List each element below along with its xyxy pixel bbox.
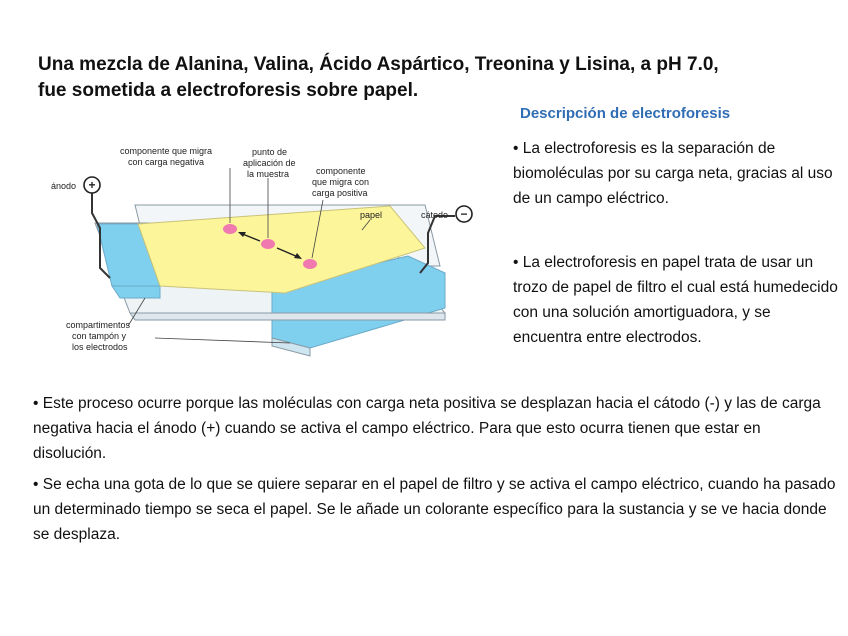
anode-label: ánodo <box>51 181 77 191</box>
label-compartments-1: compartimentos <box>66 320 131 330</box>
label-negative-component-1: componente que migra <box>120 146 213 156</box>
label-application-point-3: la muestra <box>247 169 290 179</box>
right-paragraph-paper-method: • La electroforesis en papel trata de usar un trozo de papel de filtro el cual está humedecido con una solución amortiguadora, y se encuentra entre electrodos. <box>513 254 838 346</box>
label-negative-component-2: con carga negativa <box>128 157 205 167</box>
label-application-point-1: punto de <box>252 147 288 157</box>
label-compartments-2: con tampón y <box>72 331 127 341</box>
application-spot <box>261 239 275 249</box>
bottom-paragraph-procedure: • Se echa una gota de lo que se quiere separar en el papel de filtro y se activa el campo eléctrico, cuando ha pasado un determinado tiempo se seca el papel. Se le añade un colorante específico para la sustancia y se ve hacia donde se desplaza. <box>33 476 836 543</box>
anode-plus-sign: + <box>88 178 96 192</box>
right-paragraph-definition: • La electroforesis es la separación de biomoléculas por su carga neta, gracias al uso de un campo eléctrico. <box>513 140 833 207</box>
cathode-minus-sign: − <box>460 207 468 221</box>
negative-spot <box>223 224 237 234</box>
section-title: Descripción de electroforesis <box>520 105 731 122</box>
label-application-point-2: aplicación de <box>243 158 296 168</box>
label-compartments-3: los electrodos <box>72 342 128 352</box>
label-positive-component-3: carga positiva <box>312 188 368 198</box>
electrophoresis-diagram <box>40 138 480 373</box>
cathode-label: cátodo <box>421 210 449 220</box>
label-positive-component-1: componente <box>316 166 366 176</box>
slide-title <box>38 52 798 104</box>
bottom-paragraph-migration: • Este proceso ocurre porque las moléculas con carga neta positiva se desplazan hacia el cátodo (-) y las de carga negativa hacia el ánodo (+) cuando se activa el campo eléctrico. Para que esto ocurra tienen que estar en disolución. <box>33 395 821 462</box>
positive-spot <box>303 259 317 269</box>
label-paper: papel <box>360 210 383 220</box>
slide-title-line-2: fue sometida a electroforesis sobre papel. <box>38 80 419 101</box>
label-positive-component-2: que migra con <box>312 177 370 187</box>
slide-title-line-1: Una mezcla de Alanina, Valina, Ácido Aspártico, Treonina y Lisina, a pH 7.0, <box>38 54 719 75</box>
